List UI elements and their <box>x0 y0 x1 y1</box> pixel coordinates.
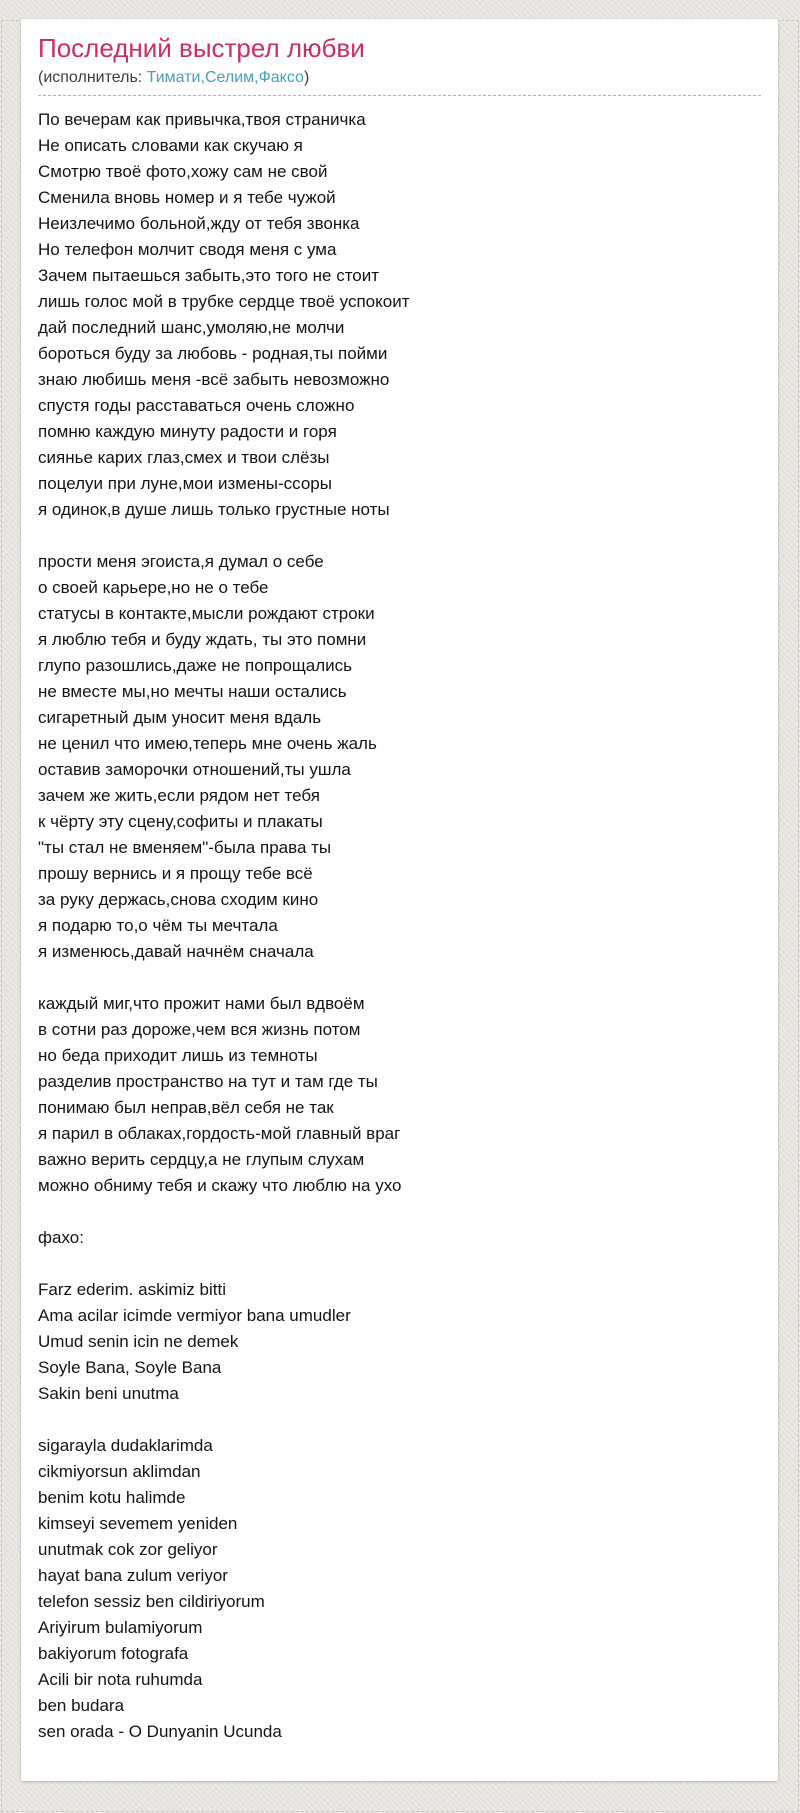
lyrics-stanza <box>38 991 761 1199</box>
lyric-line: Сменила вновь номер и я тебе чужой <box>38 188 336 207</box>
lyric-line: понимаю был неправ,вёл себя не так <box>38 1098 334 1117</box>
lyric-line: но беда приходит лишь из темноты <box>38 1046 318 1065</box>
lyric-line: я подарю то,о чём ты мечтала <box>38 916 278 935</box>
artist-links <box>147 69 304 86</box>
lyric-line: фахо: <box>38 1228 84 1247</box>
lyric-line: статусы в контакте,мысли рождают строки <box>38 604 375 623</box>
artist-label: (исполнитель: <box>38 69 143 86</box>
lyric-line: sen orada - O Dunyanin Ucunda <box>38 1722 282 1741</box>
lyric-line: спустя годы расставаться очень сложно <box>38 396 355 415</box>
lyrics <box>38 107 761 1745</box>
lyric-line: важно верить сердцу,а не глупым слухам <box>38 1150 365 1169</box>
lyric-line: kimseyi sevemem yeniden <box>38 1514 238 1533</box>
lyric-line: не вместе мы,но мечты наши остались <box>38 682 347 701</box>
lyric-line: hayat bana zulum veriyor <box>38 1566 228 1585</box>
lyric-line: разделив пространство на тут и там где ты <box>38 1072 378 1091</box>
lyric-line: лишь голос мой в трубке сердце твоё успокоит <box>38 292 410 311</box>
lyric-line: дай последний шанс,умоляю,не молчи <box>38 318 345 337</box>
lyric-line: Зачем пытаешься забыть,это того не стоит <box>38 266 380 285</box>
lyric-line: Смотрю твоё фото,хожу сам не свой <box>38 162 328 181</box>
lyrics-stanza <box>38 549 761 965</box>
lyric-line: сиянье карих глаз,смех и твои слёзы <box>38 448 330 467</box>
lyric-line: не ценил что имею,теперь мне очень жаль <box>38 734 377 753</box>
lyric-line: unutmak cok zor geliyor <box>38 1540 218 1559</box>
lyrics-stanza <box>38 1225 761 1251</box>
lyric-line: "ты стал не вменяем"-была права ты <box>38 838 332 857</box>
lyric-line: benim kotu halimde <box>38 1488 186 1507</box>
lyric-line: бороться буду за любовь - родная,ты пойми <box>38 344 388 363</box>
artist-separator: , <box>200 69 205 86</box>
lyrics-card <box>21 19 778 1781</box>
artist-link[interactable]: Факсо <box>258 69 304 86</box>
lyric-line: Umud senin icin ne demek <box>38 1332 239 1351</box>
lyric-line: По вечерам как привычка,твоя страничка <box>38 110 366 129</box>
lyric-line: Soyle Bana, Soyle Bana <box>38 1358 222 1377</box>
page-title: Последний выстрел любви <box>38 33 365 63</box>
artist-separator: , <box>254 69 259 86</box>
lyric-line: сигаретный дым уносит меня вдаль <box>38 708 322 727</box>
lyric-line: Sakin beni unutma <box>38 1384 179 1403</box>
lyrics-stanza <box>38 107 761 523</box>
lyric-line: прости меня эгоиста,я думал о себе <box>38 552 324 571</box>
page-background <box>0 19 800 1813</box>
lyric-line: за руку держась,снова сходим кино <box>38 890 319 909</box>
lyric-line: я люблю тебя и буду ждать, ты это помни <box>38 630 367 649</box>
lyric-line: знаю любишь меня -всё забыть невозможно <box>38 370 390 389</box>
lyric-line: Farz ederim. askimiz bitti <box>38 1280 226 1299</box>
lyrics-stanza <box>38 1433 761 1745</box>
artist-line <box>38 67 761 88</box>
lyric-line: bakiyorum fotografa <box>38 1644 189 1663</box>
artist-line-close-paren: ) <box>303 69 310 86</box>
lyric-line: Ama acilar icimde vermiyor bana umudler <box>38 1306 351 1325</box>
lyric-line: я парил в облаках,гордость-мой главный враг <box>38 1124 401 1143</box>
lyric-line: cikmiyorsun aklimdan <box>38 1462 201 1481</box>
lyric-line: в сотни раз дороже,чем вся жизнь потом <box>38 1020 361 1039</box>
lyric-line: помню каждую минуту радости и горя <box>38 422 337 441</box>
lyric-line: telefon sessiz ben cildiriyorum <box>38 1592 265 1611</box>
lyric-line: зачем же жить,если рядом нет тебя <box>38 786 320 805</box>
lyric-line: ben budara <box>38 1696 125 1715</box>
lyric-line: я одинок,в душе лишь только грустные ноты <box>38 500 390 519</box>
lyric-line: Но телефон молчит сводя меня с ума <box>38 240 337 259</box>
lyric-line: к чёрту эту сцену,софиты и плакаты <box>38 812 323 831</box>
lyric-line: каждый миг,что прожит нами был вдвоём <box>38 994 365 1013</box>
lyric-line: sigarayla dudaklarimda <box>38 1436 213 1455</box>
artist-link[interactable]: Тимати <box>146 69 201 86</box>
lyric-line: Неизлечимо больной,жду от тебя звонка <box>38 214 360 233</box>
lyric-line: глупо разошлись,даже не попрощались <box>38 656 353 675</box>
lyric-line: Не описать словами как скучаю я <box>38 136 303 155</box>
lyric-line: о своей карьере,но не о тебе <box>38 578 269 597</box>
lyric-line: я изменюсь,давай начнём сначала <box>38 942 314 961</box>
artist-link[interactable]: Селим <box>204 69 255 86</box>
lyric-line: Acili bir nota ruhumda <box>38 1670 203 1689</box>
lyric-line: прошу вернись и я прощу тебе всё <box>38 864 313 883</box>
lyric-line: можно обниму тебя и скажу что люблю на ухо <box>38 1176 402 1195</box>
lyric-line: Ariyirum bulamiyorum <box>38 1618 203 1637</box>
lyric-line: оставив заморочки отношений,ты ушла <box>38 760 351 779</box>
lyrics-stanza <box>38 1277 761 1407</box>
lyric-line: поцелуи при луне,мои измены-ссоры <box>38 474 332 493</box>
dotted-divider <box>38 95 761 96</box>
